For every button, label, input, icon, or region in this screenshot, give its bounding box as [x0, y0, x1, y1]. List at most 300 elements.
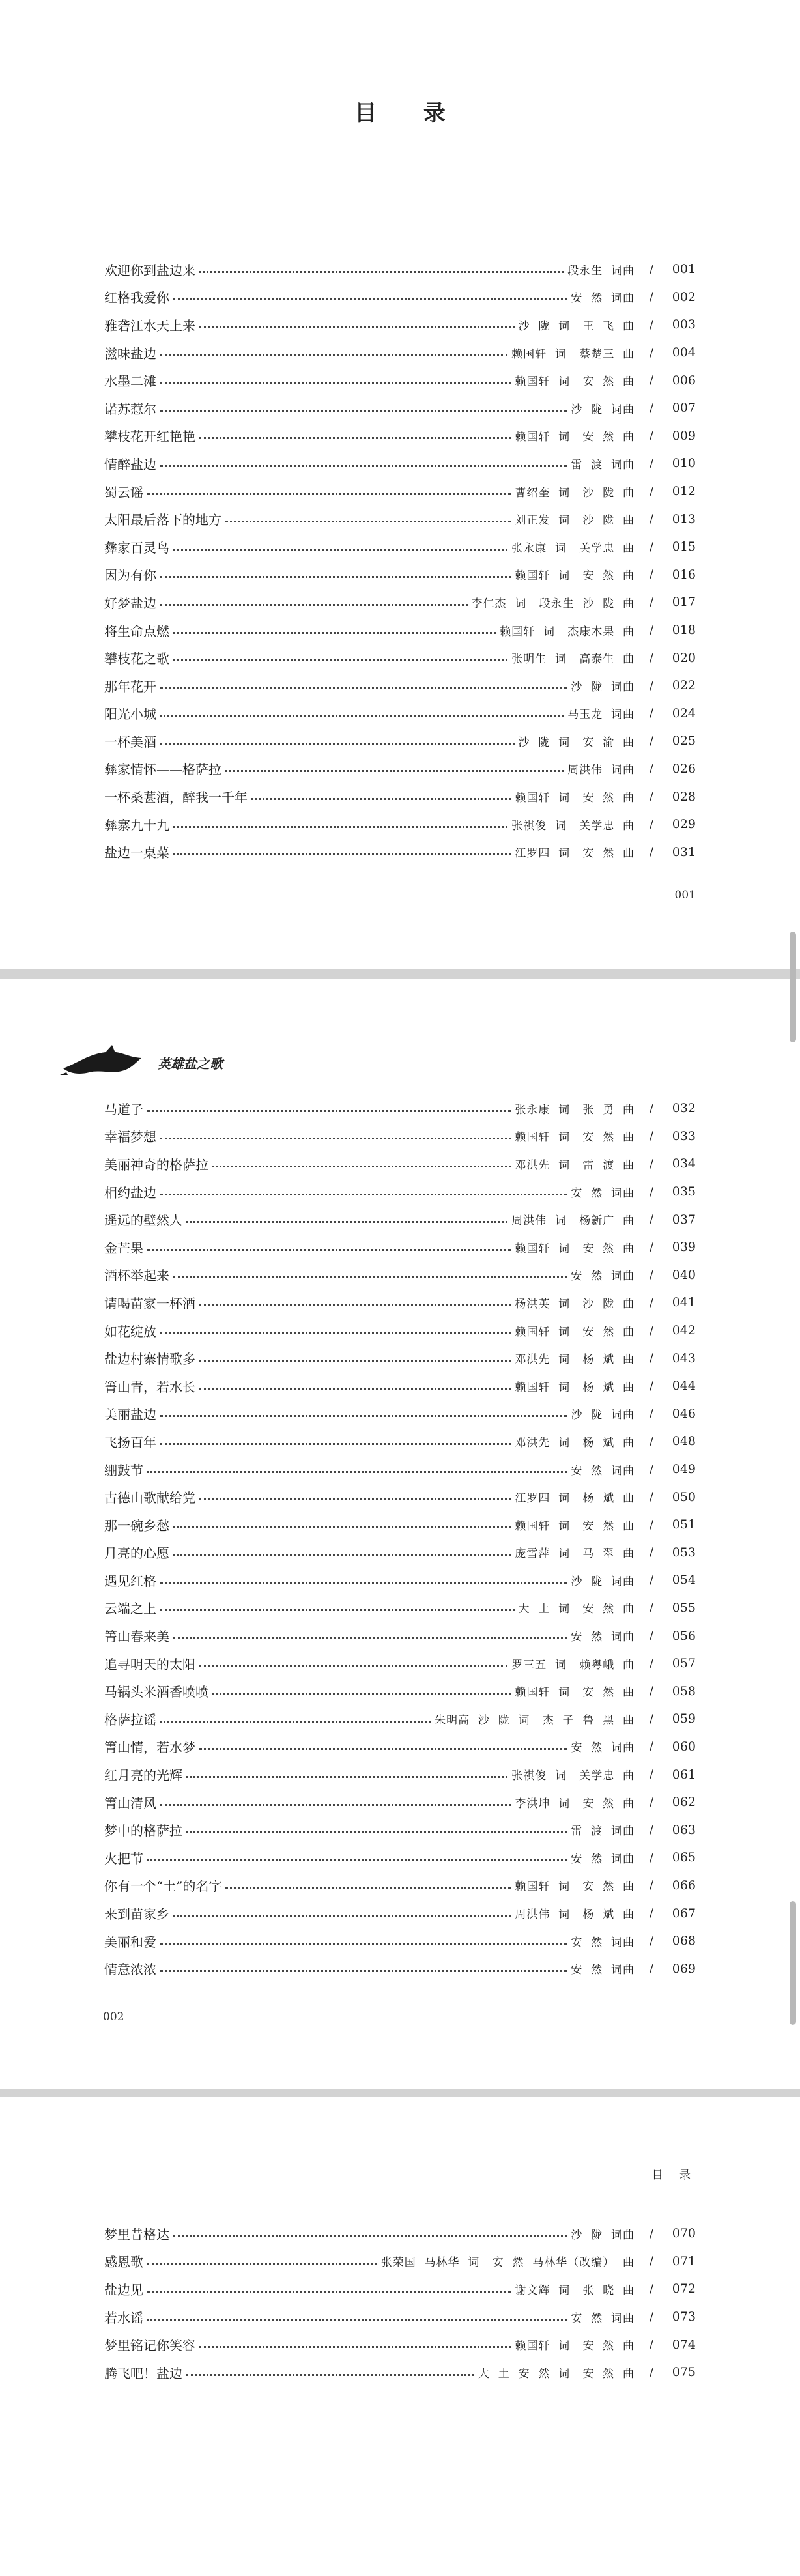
leader-dots — [199, 1388, 511, 1390]
entry-page: 035 — [672, 1184, 696, 1199]
entry-page: 054 — [672, 1573, 696, 1588]
entry-page: 072 — [672, 2282, 696, 2297]
entry-title: 遥远的壁然人 — [104, 1212, 182, 1229]
separator-slash: / — [649, 2254, 654, 2268]
leader-dots — [212, 1166, 511, 1167]
separator-slash: / — [649, 429, 654, 443]
toc-entry[interactable] — [104, 1733, 696, 1761]
entry-authors: 安 然 词曲 — [571, 1631, 635, 1644]
toc-entry[interactable] — [104, 1511, 696, 1539]
entry-title: 金芒果 — [104, 1240, 143, 1256]
toc-entry[interactable] — [104, 2303, 696, 2331]
separator-slash: / — [649, 401, 654, 415]
entry-authors: 赖国轩 词 安 然 曲 — [515, 792, 635, 805]
leader-dots — [225, 521, 511, 522]
leader-dots — [160, 1415, 567, 1417]
leader-dots — [173, 1554, 511, 1556]
leader-dots — [173, 549, 507, 551]
toc-entry[interactable] — [104, 1539, 696, 1567]
entry-title: 箐山青，若水长 — [104, 1379, 195, 1395]
entry-page: 022 — [672, 678, 696, 693]
entry-title: 美丽盐边 — [104, 1407, 156, 1423]
entry-authors: 邓洪先 词 杨 斌 曲 — [515, 1436, 635, 1450]
toc-entry[interactable] — [104, 505, 696, 533]
entry-page: 050 — [672, 1489, 696, 1504]
separator-slash: / — [649, 845, 654, 859]
leader-dots — [173, 853, 511, 855]
entry-title: 箐山春来美 — [104, 1629, 169, 1645]
toc-entry[interactable] — [104, 394, 696, 422]
toc-entry[interactable] — [104, 838, 696, 866]
entry-title: 追寻明天的太阳 — [104, 1656, 195, 1672]
entry-authors: 沙 陇 词曲 — [571, 403, 635, 416]
entry-title: 相约盐边 — [104, 1184, 156, 1201]
entry-title: 红格我爱你 — [104, 290, 169, 306]
entry-page: 026 — [672, 761, 696, 776]
entry-authors: 庞雪萍 词 马 翠 曲 — [515, 1547, 635, 1561]
leader-dots — [160, 1609, 515, 1611]
separator-slash: / — [649, 1351, 654, 1366]
entry-title: 欢迎你到盐边来 — [104, 262, 195, 278]
entry-title: 彝家百灵鸟 — [104, 539, 169, 556]
leader-dots — [186, 1831, 567, 1833]
separator-slash: / — [649, 2338, 654, 2352]
entry-title: 彝寨九十九 — [104, 817, 169, 833]
separator-slash: / — [649, 1295, 654, 1309]
toc-entry[interactable] — [104, 366, 696, 394]
entry-title: 月亮的心愿 — [104, 1545, 169, 1562]
entry-page: 031 — [672, 844, 696, 859]
toc-list-page-3 — [104, 2220, 696, 2386]
entry-title: 阳光小城 — [104, 706, 156, 723]
entry-title: 盐边一桌菜 — [104, 845, 169, 861]
leader-dots — [147, 1249, 511, 1251]
entry-authors: 赖国轩 词 安 然 曲 — [515, 2340, 635, 2353]
entry-title: 雅砻江水天上来 — [104, 317, 195, 334]
scrollbar-thumb-2[interactable] — [790, 1901, 796, 2025]
entry-page: 062 — [672, 1795, 696, 1810]
leader-dots — [199, 1498, 511, 1500]
leader-dots — [160, 576, 511, 578]
leader-dots — [212, 1693, 511, 1695]
entry-page: 013 — [672, 511, 696, 526]
entry-authors: 赖国轩 词 安 然 曲 — [515, 569, 635, 583]
entry-title: 古德山歌献给党 — [104, 1490, 195, 1506]
entry-authors: 李洪坤 词 安 然 曲 — [515, 1797, 635, 1810]
entry-title: 梦中的格萨拉 — [104, 1823, 182, 1839]
leader-dots — [147, 1471, 567, 1473]
leader-dots — [251, 798, 511, 800]
separator-slash: / — [649, 1795, 654, 1809]
leader-dots — [160, 410, 567, 412]
separator-slash: / — [649, 1962, 654, 1976]
toc-entry[interactable] — [104, 1289, 696, 1317]
entry-authors: 安 然 词曲 — [571, 1964, 635, 1977]
scrollbar-thumb-1[interactable] — [790, 932, 796, 1042]
entry-title: 攀枝花之歌 — [104, 651, 169, 667]
toc-entry[interactable] — [104, 1594, 696, 1622]
entry-title: 因为有你 — [104, 567, 156, 584]
entry-authors: 周洪伟 词 杨新广 曲 — [511, 1214, 635, 1228]
separator-slash: / — [649, 2310, 654, 2324]
entry-authors: 沙 陇 词 王 飞 曲 — [518, 319, 635, 333]
entry-authors: 赖国轩 词 安 然 曲 — [515, 1686, 635, 1700]
leader-dots — [147, 493, 511, 495]
separator-slash: / — [649, 1878, 654, 1893]
leader-dots — [160, 465, 567, 467]
separator-slash: / — [649, 1268, 654, 1282]
separator-slash: / — [649, 1379, 654, 1393]
leader-dots — [160, 687, 567, 689]
entry-authors: 安 然 词曲 — [571, 1741, 635, 1755]
toc-entry[interactable] — [104, 2220, 696, 2248]
entry-authors: 张祺俊 词 关学忠 曲 — [511, 819, 635, 833]
toc-entry[interactable] — [104, 533, 696, 561]
entry-page: 070 — [672, 2226, 696, 2241]
entry-page: 058 — [672, 1683, 696, 1698]
leader-dots — [160, 1194, 567, 1195]
leader-dots — [199, 1360, 511, 1362]
entry-page: 068 — [672, 1934, 696, 1949]
entry-page: 024 — [672, 706, 696, 721]
entry-title: 感恩歌 — [104, 2254, 143, 2270]
entry-page: 073 — [672, 2310, 696, 2325]
entry-authors: 沙 陇 词 安 渝 曲 — [518, 736, 635, 749]
entry-authors: 大 土 安 然 词 安 然 曲 — [478, 2367, 635, 2381]
leader-dots — [160, 382, 511, 384]
toc-entry[interactable] — [104, 1261, 696, 1289]
toc-entry[interactable] — [104, 1954, 696, 1982]
toc-entry[interactable] — [104, 561, 696, 589]
separator-slash: / — [649, 2282, 654, 2296]
separator-slash: / — [649, 1156, 654, 1171]
leader-dots — [186, 1221, 507, 1223]
entry-authors: 江罗四 词 安 然 曲 — [515, 847, 635, 861]
toc-entry[interactable] — [104, 1400, 696, 1428]
entry-authors: 马玉龙 词曲 — [567, 708, 635, 722]
leader-dots — [199, 2346, 511, 2348]
separator-slash: / — [649, 345, 654, 360]
entry-authors: 周洪伟 词曲 — [567, 764, 635, 777]
entry-page: 015 — [672, 539, 696, 554]
entry-page: 018 — [672, 623, 696, 638]
entry-page: 006 — [672, 373, 696, 388]
toc-list-page-1 — [104, 255, 696, 866]
entry-title: 梦里铭记你笑容 — [104, 2338, 195, 2354]
toc-entry[interactable] — [104, 1899, 696, 1927]
toc-entry[interactable] — [104, 255, 696, 283]
leader-dots — [225, 1887, 511, 1889]
toc-page-3 — [0, 2097, 800, 2576]
entry-page: 059 — [672, 1711, 696, 1726]
entry-page: 067 — [672, 1906, 696, 1921]
entry-title: 滋味盐边 — [104, 345, 156, 362]
entry-title: 如花绽放 — [104, 1323, 156, 1339]
leader-dots — [147, 2319, 567, 2321]
book-logo-header — [60, 1042, 249, 1081]
entry-page: 040 — [672, 1267, 696, 1282]
separator-slash: / — [649, 539, 654, 554]
entry-page: 039 — [672, 1240, 696, 1255]
entry-title: 情醉盐边 — [104, 456, 156, 472]
separator-slash: / — [649, 1490, 654, 1504]
entry-page: 066 — [672, 1878, 696, 1893]
toc-entry[interactable] — [104, 1760, 696, 1788]
entry-authors: 张荣国 马林华 词 安 然 马林华（改编） 曲 — [380, 2256, 635, 2270]
entry-page: 065 — [672, 1850, 696, 1865]
toc-entry[interactable] — [104, 1483, 696, 1511]
entry-authors: 安 然 词曲 — [571, 1186, 635, 1200]
entry-page: 053 — [672, 1545, 696, 1560]
entry-page: 048 — [672, 1434, 696, 1449]
toc-entry[interactable] — [104, 1427, 696, 1455]
separator-slash: / — [649, 1906, 654, 1921]
separator-slash: / — [649, 1823, 654, 1837]
entry-title: 那一碗乡愁 — [104, 1517, 169, 1534]
entry-page: 046 — [672, 1406, 696, 1421]
separator-slash: / — [649, 1850, 654, 1865]
entry-page: 025 — [672, 734, 696, 749]
entry-page: 042 — [672, 1323, 696, 1338]
entry-authors: 赖国轩 词 安 然 曲 — [515, 1131, 635, 1145]
entry-authors: 段永生 词曲 — [567, 264, 635, 278]
leader-dots — [160, 1721, 431, 1723]
entry-title: 那年花开 — [104, 678, 156, 694]
entry-title: 盐边村寨情歌多 — [104, 1351, 195, 1367]
toc-entry[interactable] — [104, 1788, 696, 1816]
separator-slash: / — [649, 1462, 654, 1476]
separator-slash: / — [649, 734, 654, 748]
entry-title: 美丽和爱 — [104, 1934, 156, 1950]
separator-slash: / — [649, 1684, 654, 1698]
page-number: 002 — [103, 2011, 124, 2024]
entry-authors: 沙 陇 词曲 — [571, 1575, 635, 1588]
entry-page: 069 — [672, 1961, 696, 1976]
toc-entry[interactable] — [104, 2358, 696, 2386]
entry-title: 绷鼓节 — [104, 1462, 143, 1478]
toc-entry[interactable] — [104, 1372, 696, 1400]
entry-authors: 雷 渡 词曲 — [571, 1825, 635, 1839]
entry-authors: 沙 陇 词曲 — [571, 680, 635, 694]
entry-title: 情意浓浓 — [104, 1962, 156, 1978]
entry-title: 太阳最后落下的地方 — [104, 512, 221, 528]
entry-title: 攀枝花开红艳艳 — [104, 429, 195, 445]
entry-authors: 安 然 词曲 — [571, 2311, 635, 2325]
entry-title: 好梦盐边 — [104, 595, 156, 611]
toc-entry[interactable] — [104, 672, 696, 700]
leader-dots — [199, 1748, 567, 1750]
toc-entry[interactable] — [104, 450, 696, 478]
leader-dots — [147, 1110, 511, 1112]
entry-page: 043 — [672, 1351, 696, 1366]
separator-slash: / — [649, 1101, 654, 1115]
toc-entry[interactable] — [104, 755, 696, 783]
toc-title: 目 录 — [354, 100, 465, 126]
leader-dots — [160, 1970, 567, 1972]
entry-authors: 沙 陇 词曲 — [571, 2228, 635, 2242]
entry-title: 云端之上 — [104, 1601, 156, 1617]
entry-authors: 安 然 词曲 — [571, 1464, 635, 1478]
entry-authors: 张祺俊 词 关学忠 曲 — [511, 1769, 635, 1783]
leader-dots — [173, 659, 507, 661]
entry-page: 012 — [672, 484, 696, 499]
separator-slash: / — [649, 1517, 654, 1532]
toc-entry[interactable] — [104, 311, 696, 339]
entry-authors: 沙 陇 词曲 — [571, 1409, 635, 1422]
leader-dots — [160, 715, 564, 717]
toc-entry[interactable] — [104, 616, 696, 644]
toc-entry[interactable] — [104, 782, 696, 810]
entry-authors: 周洪伟 词 杨 斌 曲 — [515, 1908, 635, 1922]
entry-authors: 赖国轩 词 安 然 曲 — [515, 1880, 635, 1894]
entry-authors: 刘正发 词 沙 陇 曲 — [515, 514, 635, 528]
entry-page: 060 — [672, 1739, 696, 1754]
entry-title: 诺苏惹尔 — [104, 401, 156, 417]
entry-authors: 江罗四 词 杨 斌 曲 — [515, 1492, 635, 1506]
separator-slash: / — [649, 1545, 654, 1560]
toc-entry[interactable] — [104, 1872, 696, 1900]
entry-authors: 赖国轩 词 安 然 曲 — [515, 1242, 635, 1255]
separator-slash: / — [649, 2226, 654, 2240]
entry-page: 071 — [672, 2254, 696, 2268]
entry-authors: 雷 渡 词曲 — [571, 458, 635, 472]
entry-page: 002 — [672, 289, 696, 304]
toc-entry[interactable] — [104, 1650, 696, 1678]
separator-slash: / — [649, 1129, 654, 1143]
leader-dots — [160, 1804, 511, 1806]
entry-authors: 安 然 词曲 — [571, 1852, 635, 1866]
entry-title: 腾飞吧！盐边 — [104, 2365, 182, 2381]
toc-entry[interactable] — [104, 1705, 696, 1733]
toc-entry[interactable] — [104, 1233, 696, 1261]
separator-slash: / — [649, 262, 654, 276]
leader-dots — [147, 2263, 377, 2265]
toc-entry[interactable] — [104, 1178, 696, 1206]
entry-title: 马道子 — [104, 1101, 143, 1117]
entry-title: 酒杯举起来 — [104, 1268, 169, 1284]
toc-entry[interactable] — [104, 339, 696, 367]
leader-dots — [199, 271, 564, 273]
toc-entry[interactable] — [104, 478, 696, 506]
entry-authors: 张明生 词 高泰生 曲 — [511, 653, 635, 666]
toc-list-page-2 — [104, 1095, 696, 1982]
toc-entry[interactable] — [104, 1205, 696, 1233]
separator-slash: / — [649, 1573, 654, 1587]
toc-entry[interactable] — [104, 1095, 696, 1123]
entry-page: 029 — [672, 817, 696, 832]
entry-authors: 张永康 词 关学忠 曲 — [511, 541, 635, 555]
toc-page-2 — [0, 979, 800, 2089]
toc-entry[interactable] — [104, 588, 696, 616]
toc-entry[interactable] — [104, 1455, 696, 1483]
entry-page: 017 — [672, 595, 696, 610]
toc-entry[interactable] — [104, 1344, 696, 1372]
leader-dots — [173, 2235, 567, 2237]
toc-entry[interactable] — [104, 1927, 696, 1955]
toc-entry[interactable] — [104, 1816, 696, 1844]
toc-entry[interactable] — [104, 1123, 696, 1151]
toc-entry[interactable] — [104, 1317, 696, 1345]
entry-title: 来到苗家乡 — [104, 1906, 169, 1923]
toc-entry[interactable] — [104, 2330, 696, 2358]
entry-authors: 杨洪英 词 沙 陇 曲 — [515, 1297, 635, 1311]
toc-entry[interactable] — [104, 422, 696, 450]
separator-slash: / — [649, 2365, 654, 2379]
entry-page: 007 — [672, 401, 696, 416]
entry-page: 074 — [672, 2337, 696, 2352]
entry-title: 梦里昔格达 — [104, 2226, 169, 2242]
entry-title: 一杯桑葚酒，醉我一千年 — [104, 790, 248, 806]
entry-title: 箐山情，若水梦 — [104, 1739, 195, 1756]
separator-slash: / — [649, 1601, 654, 1615]
separator-slash: / — [649, 1934, 654, 1948]
entry-page: 061 — [672, 1767, 696, 1782]
entry-page: 044 — [672, 1379, 696, 1394]
entry-page: 033 — [672, 1128, 696, 1143]
toc-entry[interactable] — [104, 700, 696, 728]
toc-entry[interactable] — [104, 810, 696, 838]
leader-dots — [173, 1526, 511, 1528]
toc-entry[interactable] — [104, 2248, 696, 2276]
leader-dots — [160, 604, 468, 606]
entry-title: 格萨拉谣 — [104, 1711, 156, 1728]
entry-authors: 谢文辉 词 张 晓 曲 — [515, 2283, 635, 2297]
separator-slash: / — [649, 1767, 654, 1782]
toc-entry[interactable] — [104, 1150, 696, 1178]
separator-slash: / — [649, 1323, 654, 1338]
entry-page: 037 — [672, 1212, 696, 1227]
leader-dots — [199, 1304, 511, 1306]
entry-page: 057 — [672, 1656, 696, 1671]
toc-entry[interactable] — [104, 2275, 696, 2303]
entry-page: 004 — [672, 345, 696, 360]
leader-dots — [173, 298, 567, 300]
toc-entry[interactable] — [104, 1844, 696, 1872]
separator-slash: / — [649, 484, 654, 498]
entry-authors: 罗三五 词 赖粤峨 曲 — [511, 1658, 635, 1672]
leader-dots — [199, 1665, 507, 1667]
entry-title: 请喝苗家一杯酒 — [104, 1295, 195, 1311]
toc-entry[interactable] — [104, 727, 696, 755]
separator-slash: / — [649, 706, 654, 721]
entry-authors: 邓洪先 词 杨 斌 曲 — [515, 1353, 635, 1367]
entry-authors: 赖国轩 词 安 然 曲 — [515, 1519, 635, 1533]
entry-title: 彝家情怀——格萨拉 — [104, 762, 221, 778]
toc-entry[interactable] — [104, 644, 696, 672]
toc-entry[interactable] — [104, 1622, 696, 1650]
leader-dots — [173, 826, 507, 828]
separator-slash: / — [649, 790, 654, 804]
entry-page: 034 — [672, 1156, 696, 1171]
toc-entry[interactable] — [104, 1566, 696, 1594]
entry-title: 红月亮的光辉 — [104, 1767, 182, 1784]
toc-entry[interactable] — [104, 1677, 696, 1705]
entry-authors: 赖国轩 词 安 然 曲 — [515, 375, 635, 389]
separator-slash: / — [649, 456, 654, 470]
separator-slash: / — [649, 623, 654, 637]
separator-slash: / — [649, 762, 654, 776]
entry-authors: 李仁杰 词 段永生 沙 陇 曲 — [471, 597, 635, 610]
entry-authors: 赖国轩 词 安 然 曲 — [515, 1325, 635, 1339]
toc-entry[interactable] — [104, 283, 696, 311]
separator-slash: / — [649, 817, 654, 831]
leader-dots — [199, 326, 515, 328]
entry-authors: 安 然 词曲 — [571, 1936, 635, 1949]
separator-slash: / — [649, 1739, 654, 1754]
entry-authors: 赖国轩 词 杰康木果 曲 — [500, 625, 635, 638]
entry-title: 一杯美酒 — [104, 734, 156, 750]
entry-title: 盐边见 — [104, 2282, 143, 2298]
